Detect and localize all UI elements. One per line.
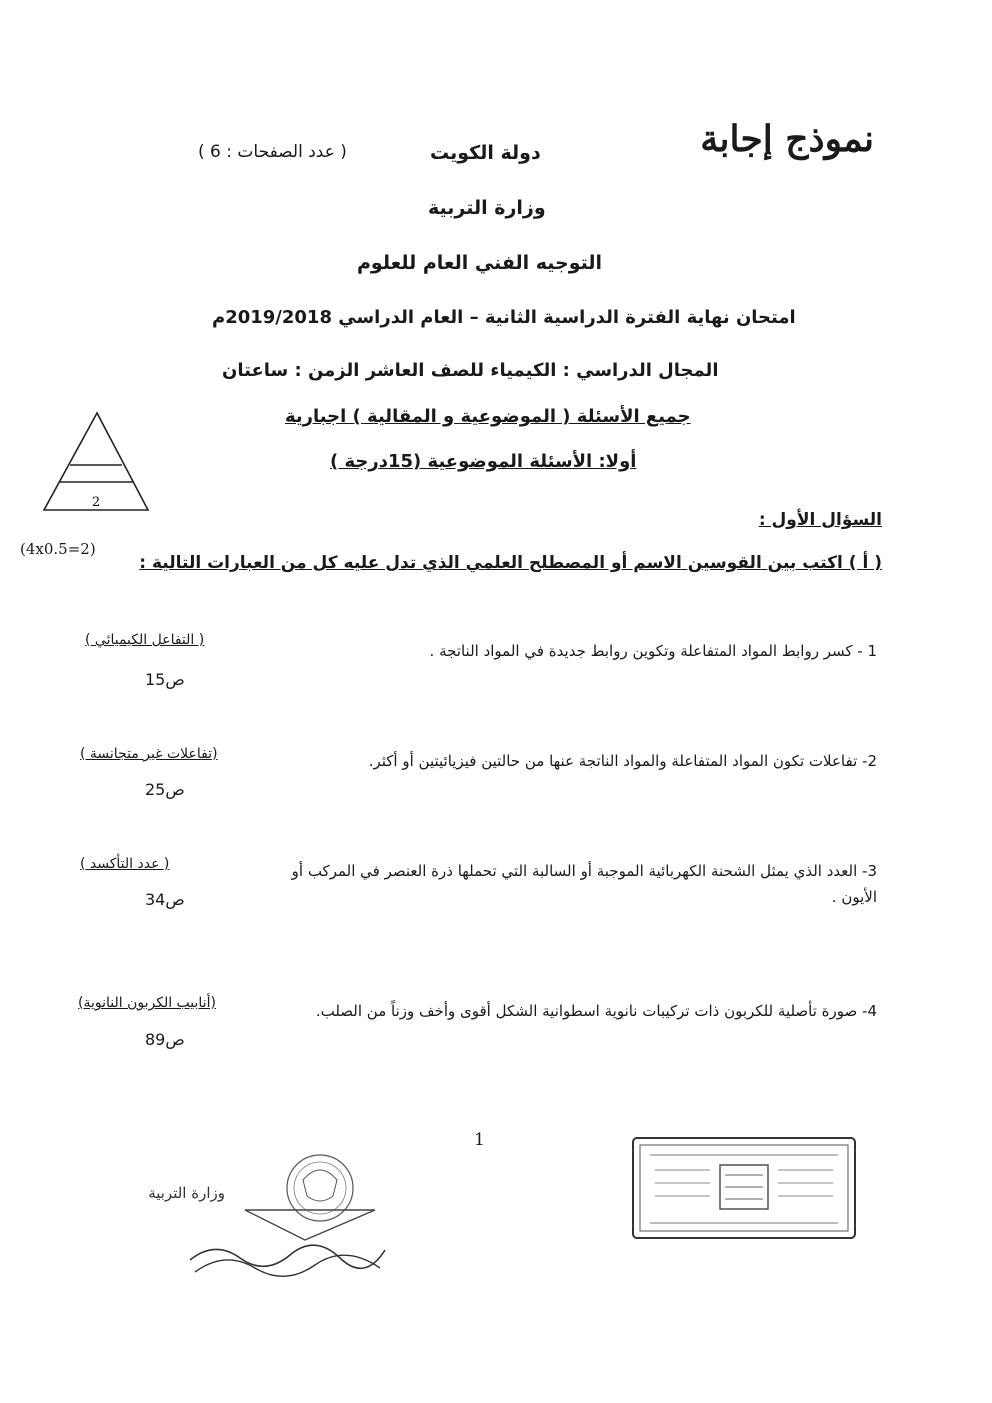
item-answer: (أنابيب الكربون النانوية): [78, 995, 216, 1011]
question1-marks: (4x0.5=2): [20, 540, 96, 558]
page-number: 1: [474, 1130, 485, 1150]
all-questions-note: جميع الأسئلة ( الموضوعية و المقالية ) اجبارية: [285, 406, 691, 427]
list-item: 2- تفاعلات تكون المواد المتفاعلة والمواد الناتجة عنها من حالتين فيزيائيتين أو أكثر.: [368, 752, 877, 770]
subject-line: المجال الدراسي : الكيمياء للصف العاشر الزمن : ساعتان: [222, 360, 719, 381]
guidance-stamp-icon: [148, 1150, 395, 1285]
page-count: ( عدد الصفحات : 6 ): [198, 142, 347, 162]
item-answer: (تفاعلات غير متجانسة ): [80, 746, 218, 762]
list-item: 3- العدد الذي يمثل الشحنة الكهربائية الموجبة أو السالبة التي تحملها ذرة العنصر في المركب أو الأيون .: [291, 862, 877, 907]
list-item: 1 - كسر روابط المواد المتفاعلة وتكوين روابط جديدة في المواد الناتجة .: [429, 642, 877, 660]
score-value: 2: [91, 495, 101, 510]
list-item: 4- صورة تأصلية للكربون ذات تركيبات نانوية اسطوانية الشكل أقوى وأخف وزناً من الصلب.: [315, 1002, 877, 1020]
question1-title: السؤال الأول :: [758, 510, 882, 530]
question1-instruction: ( أ ) اكتب بين القوسين الاسم أو المصطلح العلمي الذي تدل عليه كل من العبارات التالية :: [139, 553, 882, 573]
answer-model-title: نموذج إجابة: [700, 118, 874, 160]
state-name: دولة الكويت: [430, 142, 541, 164]
guidance-name: التوجيه الفني العام للعلوم: [357, 252, 603, 274]
exam-title: امتحان نهاية الفترة الدراسية الثانية – العام الدراسي 2019/2018م: [212, 307, 796, 328]
score-triangle: [40, 410, 160, 520]
item-page-ref: ص34: [145, 890, 185, 909]
item-page-ref: ص89: [145, 1030, 185, 1049]
ministry-name: وزارة التربية: [428, 197, 546, 219]
item-answer: ( التفاعل الكيميائي ): [85, 632, 205, 648]
item-answer: ( عدد التأكسد ): [80, 856, 170, 872]
svg-text:وزارة التربية: وزارة التربية: [148, 1184, 225, 1202]
item-page-ref: ص15: [145, 670, 185, 689]
objective-section-title: أولا: الأسئلة الموضوعية (15درجة ): [330, 451, 637, 472]
item-page-ref: ص25: [145, 780, 185, 799]
official-seal-icon: [630, 1135, 860, 1245]
